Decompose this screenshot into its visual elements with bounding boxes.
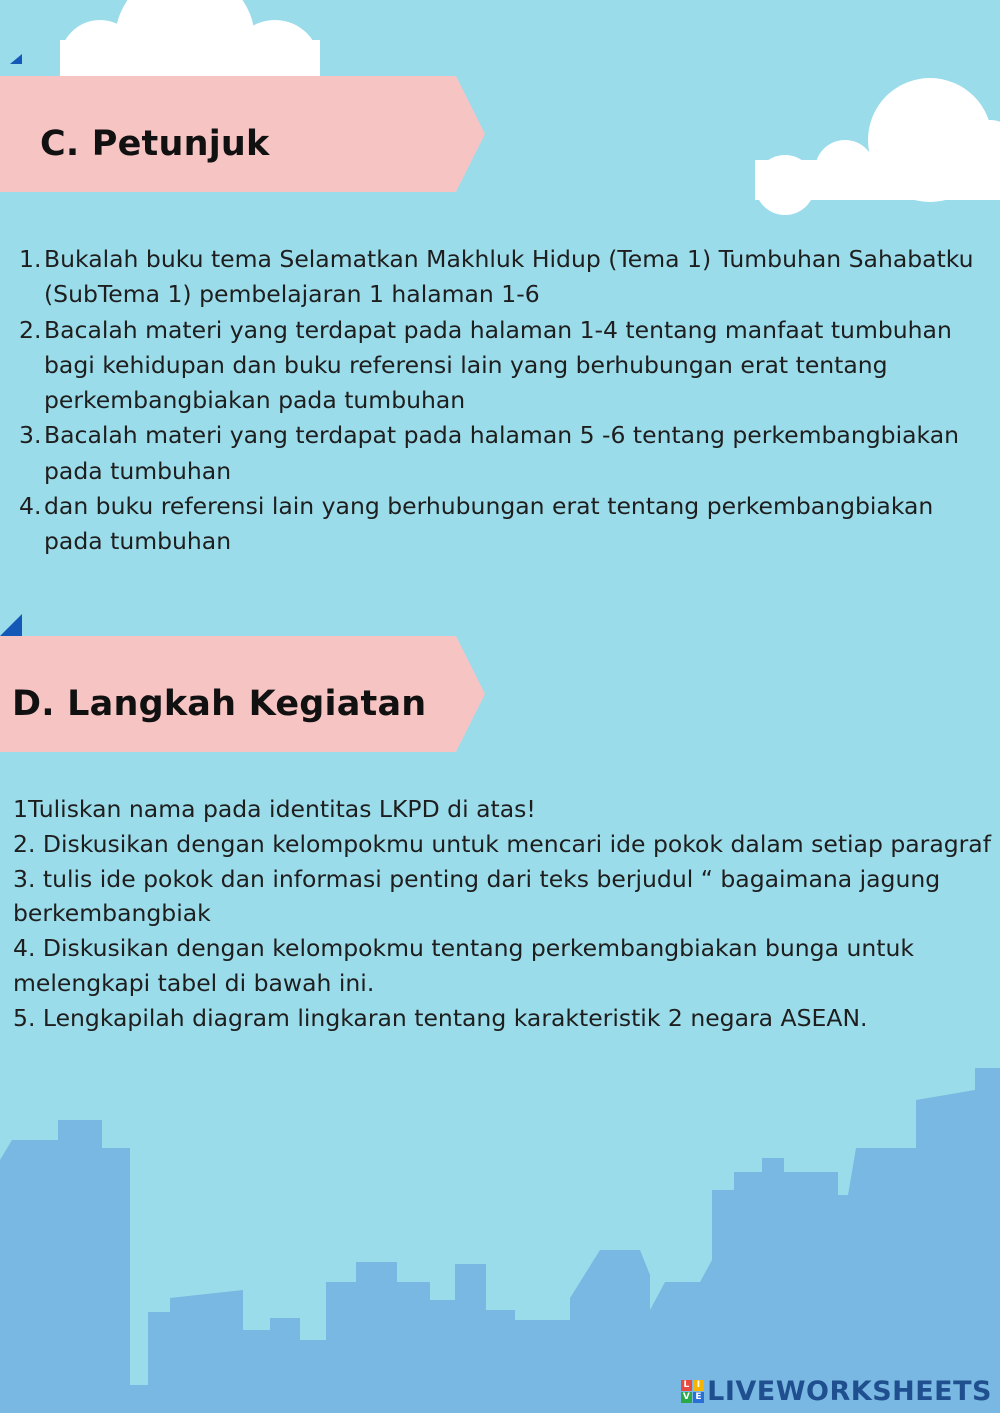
list-item-number: 4.	[19, 492, 42, 521]
step-line: 2. Diskusikan dengan kelompokmu untuk mencari ide pokok dalam setiap paragraf	[13, 829, 991, 858]
list-item-text: Bukalah buku tema Selamatkan Makhluk Hidup (Tema 1) Tumbuhan Sahabatku (SubTema 1) pembelajaran 1 halaman 1-6	[44, 245, 974, 309]
section-c-title: C. Petunjuk	[40, 124, 270, 164]
list-item	[0, 418, 1000, 489]
city-skyline	[0, 1068, 1000, 1413]
langkah-list	[13, 792, 993, 1036]
logo-letter: I	[693, 1380, 704, 1391]
list-item-number: 3.	[19, 421, 42, 450]
list-item-number: 2.	[19, 315, 42, 344]
list-item-text: dan buku referensi lain yang berhubungan erat tentang perkembangbiakan pada tumbuhan	[44, 492, 934, 556]
liveworksheets-watermark[interactable]	[681, 1376, 992, 1407]
section-d-title: D. Langkah Kegiatan	[12, 684, 427, 724]
step-line: 4. Diskusikan dengan kelompokmu tentang perkembangbiakan bunga untuk melengkapi tabel di bawah ini.	[13, 934, 914, 997]
liveworksheets-logo-icon	[681, 1380, 704, 1403]
list-item-text: Bacalah materi yang terdapat pada halaman 5 -6 tentang perkembangbiakan pada tumbuhan	[44, 421, 959, 485]
petunjuk-list	[0, 242, 1000, 560]
list-item-number: 1.	[19, 245, 42, 273]
logo-letter: E	[693, 1392, 704, 1403]
cloud-decoration	[755, 78, 1000, 215]
logo-letter: L	[681, 1380, 692, 1391]
step-line: 5. Lengkapilah diagram lingkaran tentang karakteristik 2 negara ASEAN.	[13, 1003, 868, 1032]
list-item	[0, 242, 1000, 313]
step-line: 1Tuliskan nama pada identitas LKPD di atas!	[13, 795, 536, 823]
logo-letter: V	[682, 1392, 691, 1402]
corner-triangle	[10, 54, 22, 64]
list-item-text: Bacalah materi yang terdapat pada halaman 1-4 tentang manfaat tumbuhan bagi kehidupan dan buku referensi lain yang berhubungan erat tentang perkembangbiakan pada tumbuhan	[44, 315, 952, 415]
list-item	[0, 489, 1000, 560]
corner-triangle	[0, 614, 22, 636]
list-item	[0, 313, 1000, 419]
step-line: 3. tulis ide pokok dan informasi penting dari teks berjudul “ bagaimana jagung berkembangbiak	[13, 864, 941, 928]
watermark-text: LIVEWORKSHEETS	[707, 1376, 992, 1407]
